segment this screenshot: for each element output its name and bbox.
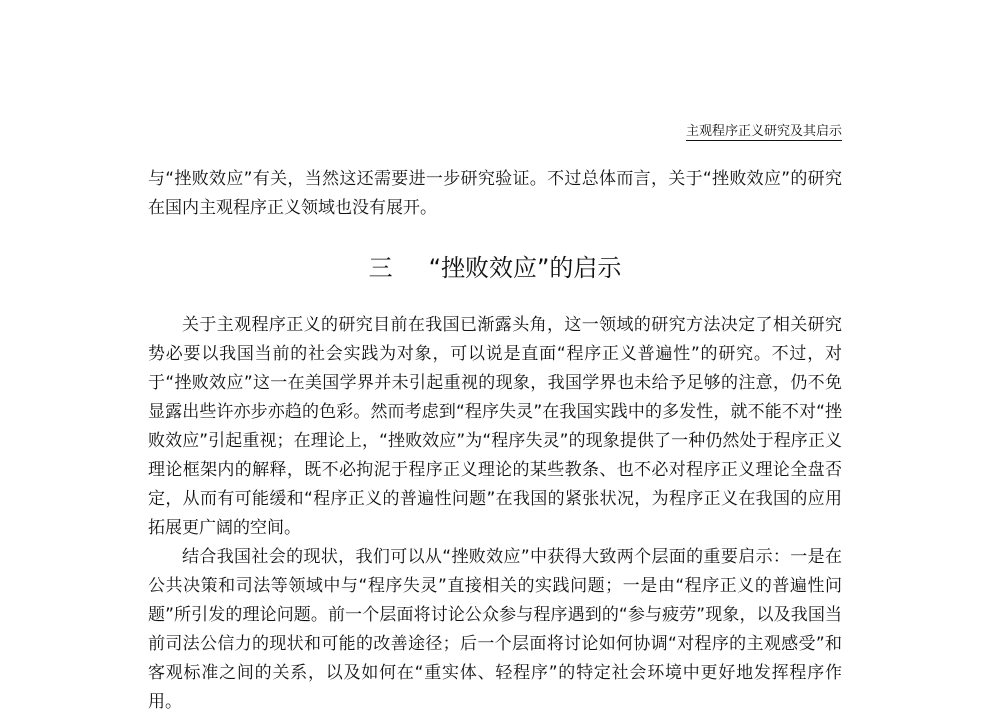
section-number: 三 bbox=[368, 254, 393, 282]
body-paragraph: 结合我国社会的现状，我们可以从“挫败效应”中获得大致两个层面的重要启示：一是在公共决策和司法等领域中与“程序失灵”直接相关的实践问题；一是由“程序正义的普遍性问题”所引发的理论问题。前一个层面将讨论公众参与程序遇到的“参与疲劳”现象，以及我国当前司法公信力的现状和可能的改善途径；后一个层面将讨论如何协调“对程序的主观感受”和客观标准之间的关系，以及如何在“重实体、轻程序”的特定社会环境中更好地发挥程序作用。 bbox=[148, 547, 842, 712]
body-paragraph: 关于主观程序正义的研究目前在我国已渐露头角，这一领域的研究方法决定了相关研究势必要以我国当前的社会实践为对象，可以说是直面“程序正义普遍性”的研究。不过，对于“挫败效应”这一在美国学界并未引起重视的现象，我国学界也未给予足够的注意，仍不免显露出些许亦步亦趋的色彩。然而考虑到“程序失灵”在我国实践中的多发性，就不能不对“挫败效应”引起重视；在理论上，“挫败效应”为“程序失灵”的现象提供了一种仍然处于程序正义理论框架内的解释，既不必拘泥于程序正义理论的某些教条、也不必对程序正义理论全盘否定，从而有可能缓和“程序正义的普遍性问题”在我国的紧张状况，为程序正义在我国的应用拓展更广阔的空间。 bbox=[148, 315, 842, 538]
section-body bbox=[148, 311, 842, 717]
section-title: “挫败效应”的启示 bbox=[428, 254, 622, 282]
continuation-block bbox=[148, 165, 842, 223]
continuation-paragraph: 与“挫败效应”有关，当然这还需要进一步研究验证。不过总体而言，关于“挫败效应”的研究在国内主观程序正义领域也没有展开。 bbox=[148, 169, 842, 218]
section-heading bbox=[148, 248, 842, 288]
running-header bbox=[148, 122, 842, 142]
running-header-title: 主观程序正义研究及其启示 bbox=[685, 124, 842, 139]
